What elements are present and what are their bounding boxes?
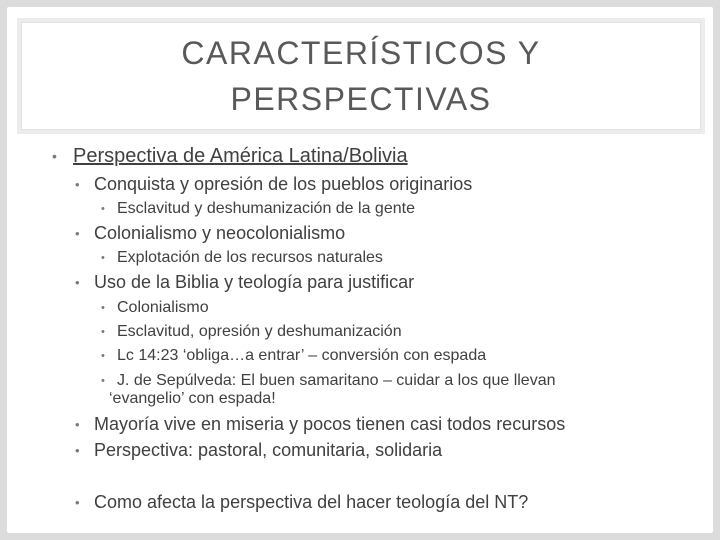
bullet-item-explotacion: [101, 249, 383, 267]
slide-title-line-1: CARACTERÍSTICOS Y: [181, 35, 541, 71]
bullet-item-colonialismo: [75, 223, 346, 244]
bullet-text: ‘evangelio’ con espada!: [109, 390, 276, 407]
bullet-glyph: •: [75, 226, 80, 241]
bullet-text: Uso de la Biblia y teología para justificar: [94, 272, 415, 292]
bullet-glyph: •: [101, 350, 105, 362]
bullet-text: Como afecta la perspectiva del hacer teología del NT?: [94, 492, 529, 512]
bullet-item-como-afecta: [75, 492, 529, 513]
bullet-glyph: •: [75, 275, 80, 290]
bullet-item-latin-america: [52, 145, 408, 168]
bullet-item-perspectiva-pastoral: [75, 440, 443, 461]
bullet-glyph: •: [101, 203, 105, 215]
bullet-text: Conquista y opresión de los pueblos originarios: [94, 174, 473, 194]
bullet-glyph: •: [101, 375, 105, 387]
bullet-glyph: •: [75, 177, 80, 192]
slide-title-line-2: PERSPECTIVAS: [230, 81, 492, 117]
slide: [7, 7, 713, 533]
bullet-item-uso-biblia: [75, 272, 415, 293]
bullet-glyph: •: [101, 252, 105, 264]
bullet-text: Colonialismo y neocolonialismo: [94, 223, 346, 243]
bullet-item-mayoria: [75, 414, 566, 435]
bullet-glyph: •: [101, 326, 105, 338]
bullet-text: Esclavitud, opresión y deshumanización: [117, 323, 402, 340]
bullet-item-sepulveda-cont: [109, 390, 276, 408]
bullet-item-esclavitud-opresion: [101, 323, 402, 341]
bullet-glyph: •: [75, 443, 80, 458]
bullet-glyph: •: [75, 417, 80, 432]
bullet-text: Esclavitud y deshumanización de la gente: [117, 200, 415, 217]
bullet-text: Colonialismo: [117, 299, 209, 316]
bullet-text: Perspectiva: pastoral, comunitaria, solidaria: [94, 440, 443, 460]
bullet-text: Mayoría vive en miseria y pocos tienen casi todos recursos: [94, 414, 566, 434]
bullet-text: Perspectiva de América Latina/Bolivia: [73, 145, 408, 167]
bullet-text: Lc 14:23 ‘obliga…a entrar’ – conversión con espada: [117, 347, 487, 364]
slide-body: [7, 7, 713, 533]
bullet-text: J. de Sepúlveda: El buen samaritano – cuidar a los que llevan: [117, 372, 556, 389]
bullet-item-conquista: [75, 174, 473, 195]
bullet-item-lucas: [101, 347, 487, 365]
bullet-item-colonialismo-sub: [101, 299, 209, 317]
bullet-glyph: •: [52, 148, 57, 164]
bullet-glyph: •: [101, 302, 105, 314]
bullet-item-sepulveda: [101, 372, 556, 390]
bullet-glyph: •: [75, 495, 80, 510]
bullet-text: Explotación de los recursos naturales: [117, 249, 383, 266]
bullet-item-esclavitud: [101, 200, 415, 218]
